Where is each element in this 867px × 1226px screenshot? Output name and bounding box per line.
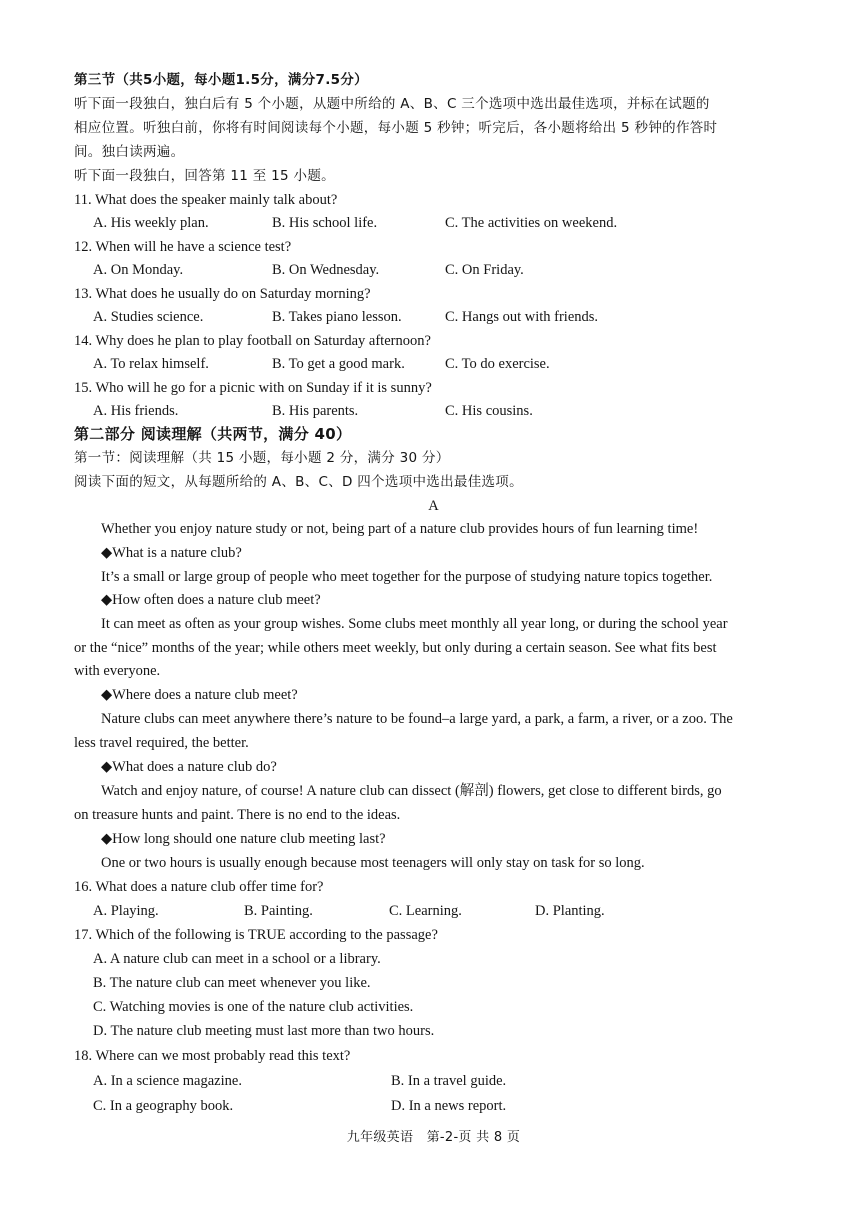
section3-instruction-line: 相应位置。听独白前，你将有时间阅读每个小题，每小题 5 秒钟；听完后，各小题将给出 5 秒钟的作答时 [74, 120, 718, 136]
option-d: D. Planting. [535, 903, 605, 919]
section3-instruction-line: 间。独白读两遍。 [74, 144, 185, 160]
option-c: C. The activities on weekend. [445, 215, 618, 231]
part2-instructions: 阅读下面的短文，从每题所给的 A、B、C、D 四个选项中选出最佳选项。 [74, 474, 523, 490]
question-15: 15. Who will he go for a picnic with on Sunday if it is sunny? [74, 380, 432, 396]
question-14: 14. Why does he plan to play football on Saturday afternoon? [74, 333, 431, 349]
passage-paragraph: It’s a small or large group of people who meet together for the purpose of studying nature topics together. [101, 569, 713, 585]
passage-heading: ◆How long should one nature club meeting last? [101, 831, 386, 847]
option-c: C. Watching movies is one of the nature club activities. [93, 999, 414, 1015]
passage-letter: A [428, 498, 439, 514]
option-b: B. Painting. [244, 903, 313, 919]
passage-paragraph: with everyone. [74, 663, 161, 679]
option-c: C. To do exercise. [445, 356, 550, 372]
question-18: 18. Where can we most probably read this text? [74, 1048, 351, 1064]
option-d: D. In a news report. [391, 1098, 507, 1114]
passage-paragraph: One or two hours is usually enough because most teenagers will only stay on task for so long. [101, 855, 645, 871]
passage-heading: ◆Where does a nature club meet? [101, 687, 298, 703]
question-12: 12. When will he have a science test? [74, 239, 292, 255]
option-b: B. His school life. [272, 215, 378, 231]
option-c: C. Hangs out with friends. [445, 309, 599, 325]
question-16: 16. What does a nature club offer time for? [74, 879, 324, 895]
passage-paragraph: on treasure hunts and paint. There is no end to the ideas. [74, 807, 401, 823]
option-b: B. His parents. [272, 403, 359, 419]
passage-paragraph: It can meet as often as your group wishes. Some clubs meet monthly all year long, or during the school year [101, 616, 728, 632]
option-a: A. On Monday. [93, 262, 184, 278]
option-b: B. On Wednesday. [272, 262, 380, 278]
passage-paragraph: or the “nice” months of the year; while others meet weekly, but only during a certain season. See what fits best [74, 640, 717, 656]
passage-intro: Whether you enjoy nature study or not, being part of a nature club provides hours of fun learning time! [101, 521, 699, 537]
question-11: 11. What does the speaker mainly talk about? [74, 192, 338, 208]
option-d: D. The nature club meeting must last more than two hours. [93, 1023, 435, 1039]
passage-heading: ◆What does a nature club do? [101, 759, 277, 775]
option-c: C. On Friday. [445, 262, 524, 278]
option-a: A. Playing. [93, 903, 159, 919]
option-b: B. Takes piano lesson. [272, 309, 402, 325]
option-b: B. In a travel guide. [391, 1073, 507, 1089]
option-a: A. His friends. [93, 403, 179, 419]
question-17: 17. Which of the following is TRUE according to the passage? [74, 927, 438, 943]
passage-heading: ◆What is a nature club? [101, 545, 242, 561]
option-c: C. In a geography book. [93, 1098, 234, 1114]
passage-heading: ◆How often does a nature club meet? [101, 592, 321, 608]
option-a: A. In a science magazine. [93, 1073, 242, 1089]
option-c: C. Learning. [389, 903, 462, 919]
part2-section1-title: 第一节：阅读理解（共 15 小题，每小题 2 分，满分 30 分） [74, 450, 450, 466]
option-a: A. His weekly plan. [93, 215, 209, 231]
option-a: A. A nature club can meet in a school or a library. [93, 951, 381, 967]
option-c: C. His cousins. [445, 403, 533, 419]
section3-lead: 听下面一段独白，回答第 11 至 15 小题。 [74, 168, 335, 184]
option-b: B. The nature club can meet whenever you like. [93, 975, 371, 991]
passage-paragraph: less travel required, the better. [74, 735, 249, 751]
option-a: A. Studies science. [93, 309, 204, 325]
option-b: B. To get a good mark. [272, 356, 405, 372]
question-13: 13. What does he usually do on Saturday morning? [74, 286, 371, 302]
page-footer: 九年级英语 第-2-页 共 8 页 [346, 1130, 521, 1145]
option-a: A. To relax himself. [93, 356, 209, 372]
part2-title: 第二部分 阅读理解（共两节，满分 40） [74, 425, 352, 443]
passage-paragraph: Nature clubs can meet anywhere there’s nature to be found–a large yard, a park, a farm, a river, or a zoo. The [101, 711, 733, 727]
passage-paragraph: Watch and enjoy nature, of course! A nature club can dissect (解剖) flowers, get close to different birds, go [101, 783, 722, 799]
section3-instruction-line: 听下面一段独白，独白后有 5 个小题，从题中所给的 A、B、C 三个选项中选出最佳选项，并标在试题的 [74, 96, 710, 112]
section3-title: 第三节（共5小题，每小题1.5分，满分7.5分） [74, 72, 368, 88]
